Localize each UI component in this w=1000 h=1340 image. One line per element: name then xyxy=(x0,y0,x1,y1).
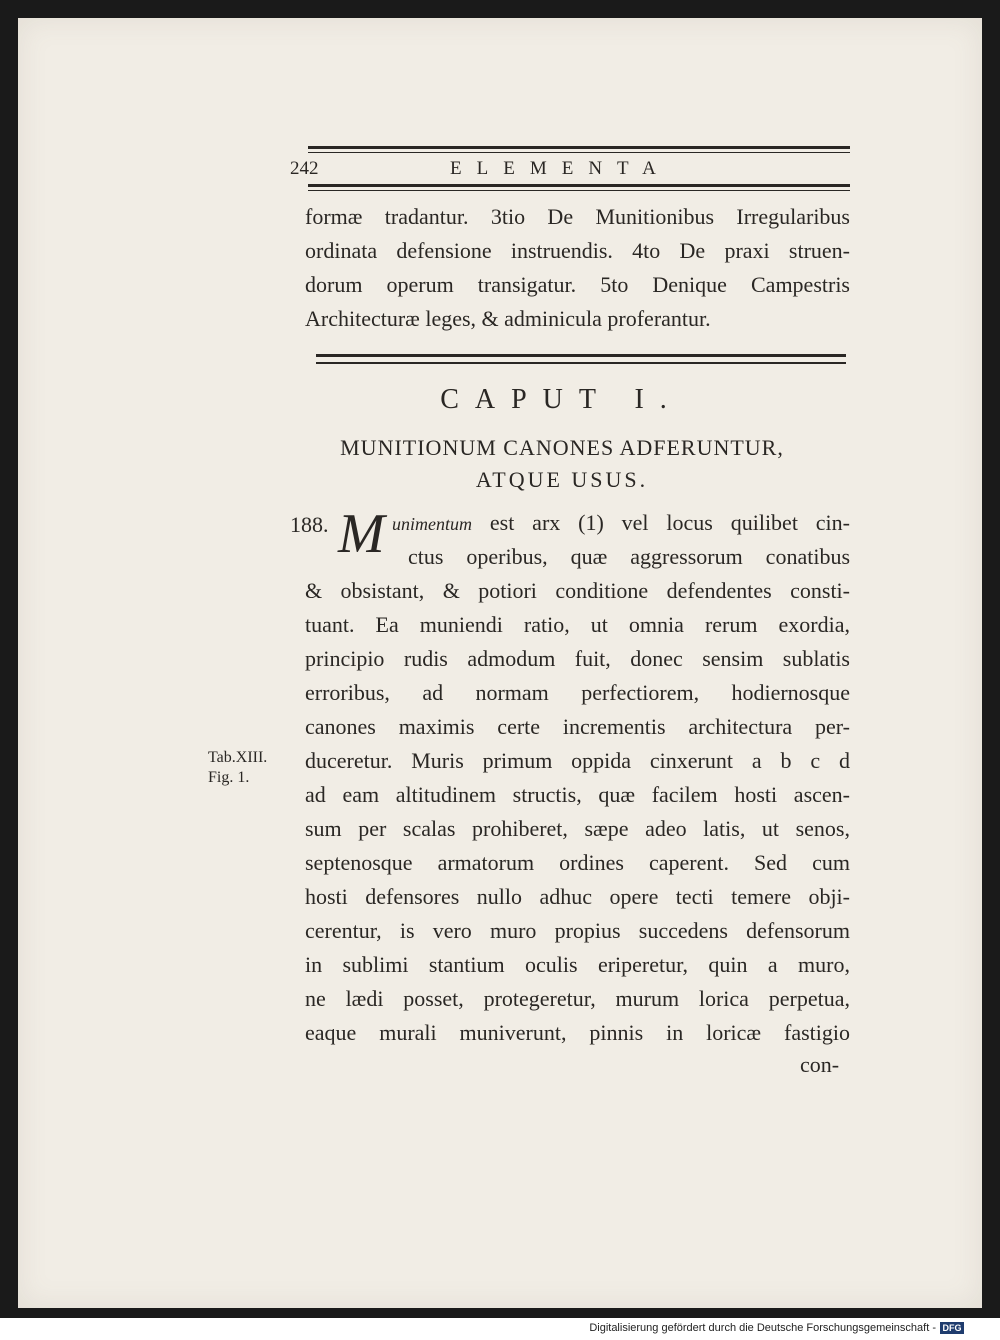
text-line: duceretur. Muris primum oppida cinxerunt a b c d xyxy=(305,748,850,773)
text-line: tuant. Ea muniendi ratio, ut omnia rerum exordia, xyxy=(305,612,850,637)
text-line: principio rudis admodum fuit, donec sensim sublatis xyxy=(305,646,850,671)
dfg-logo: DFG xyxy=(940,1322,964,1334)
text-line: ctus operibus, quæ aggressorum conatibus xyxy=(408,544,850,569)
text-line: formæ tradantur. 3tio De Munitionibus Irregularibus xyxy=(305,204,850,229)
section-188-first-line xyxy=(392,506,850,541)
chapter-subtitle-line: ATQUE USUS. xyxy=(475,467,649,492)
chapter-subtitle xyxy=(282,432,842,496)
margin-note-line: Tab.XIII. xyxy=(208,749,268,766)
intro-paragraph xyxy=(305,200,850,336)
lead-word: unimentum xyxy=(392,514,472,534)
section-188-second-line xyxy=(408,540,850,574)
drop-cap: M xyxy=(338,503,385,565)
text-line: septenosque armatorum ordines caperent. Sed cum xyxy=(305,850,850,875)
text-line: eaque murali muniverunt, pinnis in loricæ fastigio xyxy=(305,1020,850,1045)
page-number: 242 xyxy=(290,158,319,179)
text-line: & obsistant, & potiori conditione defendentes consti- xyxy=(305,578,850,603)
text-line: cerentur, is vero muro propius succedens defensorum xyxy=(305,918,850,943)
text-line: canones maximis certe incrementis architectura per- xyxy=(305,714,850,739)
running-title: ELEMENTA xyxy=(450,158,671,179)
head-rule-bottom-thin xyxy=(308,190,850,191)
credit-text: Digitalisierung gefördert durch die Deutsche Forschungsgemeinschaft - xyxy=(589,1322,936,1334)
text-line: in sublimi stantium oculis eriperetur, quin a muro, xyxy=(305,952,850,977)
text-line: ad eam altitudinem structis, quæ facilem hosti ascen- xyxy=(305,782,850,807)
text-line: dorum operum transigatur. 5to Denique Campestris xyxy=(305,272,850,297)
head-rule-bottom xyxy=(308,184,850,187)
text-line: sum per scalas prohiberet, sæpe adeo latis, ut senos, xyxy=(305,816,850,841)
paragraph-number: 188. xyxy=(290,512,329,537)
section-188-body xyxy=(305,574,850,1050)
margin-note-line: Fig. 1. xyxy=(208,769,250,786)
head-rule-top-thin xyxy=(308,152,850,153)
chapter-rule-bottom xyxy=(316,362,846,364)
text-line: erroribus, ad normam perfectiorem, hodiernosque xyxy=(305,680,850,705)
text-line: ordinata defensione instruendis. 4to De praxi struen- xyxy=(305,238,850,263)
text-line xyxy=(392,506,850,541)
chapter-subtitle-line: MUNITIONUM CANONES ADFERUNTUR, xyxy=(340,435,784,460)
catchword: con- xyxy=(800,1052,840,1077)
text-line: Architecturæ leges, & adminicula proferantur. xyxy=(305,306,711,331)
chapter-rule-top xyxy=(316,354,846,357)
digitization-credit xyxy=(589,1322,964,1334)
running-head xyxy=(290,158,833,184)
text-line: ne lædi posset, protegeretur, murum lorica perpetua, xyxy=(305,986,850,1011)
margin-note xyxy=(208,748,288,788)
chapter-title: CAPUT I. xyxy=(440,384,683,415)
text-line: hosti defensores nullo adhuc opere tecti temere obji- xyxy=(305,884,850,909)
head-rule-top xyxy=(308,146,850,149)
first-line-rest: est arx (1) vel locus quilibet cin- xyxy=(489,510,850,535)
